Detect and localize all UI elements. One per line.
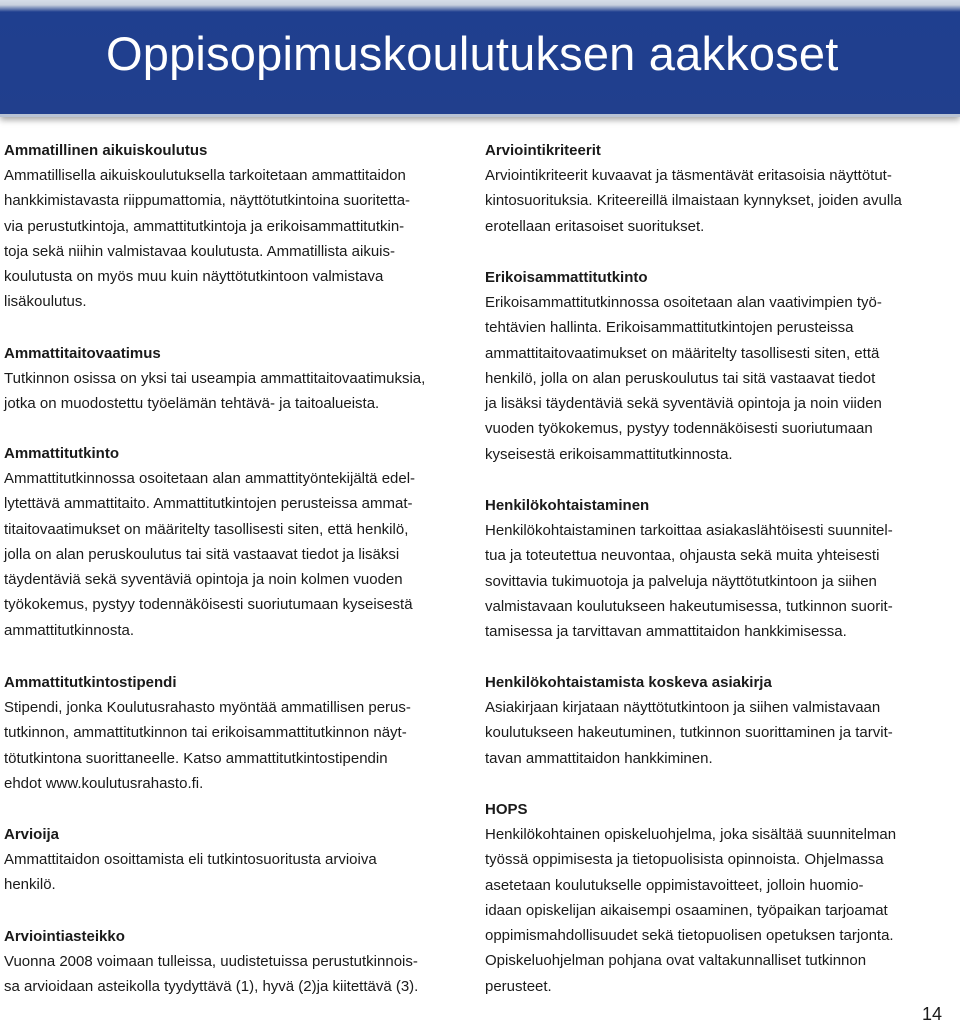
entry-heading: Henkilökohtaistaminen <box>485 497 650 514</box>
entry-text: Ammatillisella aikuiskoulutuksella tarkoitetaan ammattitaidon hankkimistavasta riippumattomia, näyttötutkintoina suoritetta- via perustutkintoja, ammattitutkintoja ja erikoisammattitutkin- toja sekä niihin valmistavaa koulutusta. Ammatillista aikuis- koulutusta on myös muu kuin näyttötutkintoon valmistava lisäkoulutus. <box>4 167 411 311</box>
entry-erikoisammattitutkinto <box>485 265 955 467</box>
entry-text: Arviointikriteerit kuvaavat ja täsmentävät eritasoisia näyttötut- kintosuorituksia. Kriteereillä ilmaistaan kynnykset, joiden avulla erotellaan eritasoiset suoritukset. <box>485 167 902 235</box>
entry-text: Henkilökohtaistaminen tarkoittaa asiakaslähtöisesti suunnitel- tua ja toteutettua neuvontaa, ohjausta sekä muita yhteisesti sovittavia tukimuotoja ja palveluja näyttötutkintoon ja siihen valmistavaan koulutukseen hakeutumisessa, tutkinnon suorit- tamisessa ja tarvittavan ammattitaidon hankkimisessa. <box>485 522 893 641</box>
entry-ammatillinen-aikuiskoulutus <box>4 138 466 315</box>
entry-heading: Ammattitutkintostipendi <box>4 674 177 691</box>
entry-heading: Ammattitaitovaatimus <box>4 345 161 362</box>
entry-heading: Arviointikriteerit <box>485 142 601 159</box>
page-title: Oppisopimuskoulutuksen aakkoset <box>106 27 839 80</box>
entry-arviointiasteikko <box>4 924 466 1000</box>
entry-arvioija <box>4 822 466 898</box>
entry-text: Asiakirjaan kirjataan näyttötutkintoon ja siihen valmistavaan koulutukseen hakeutuminen, tutkinnon suorittaminen ja tarvit- tavan ammattitaidon hankkiminen. <box>485 699 893 767</box>
entry-heading: Ammatillinen aikuiskoulutus <box>4 142 208 159</box>
entry-heading: Henkilökohtaistamista koskeva asiakirja <box>485 674 772 691</box>
entry-henkilokohtaistamista-koskeva-asiakirja <box>485 670 955 771</box>
entry-ammattitutkinto <box>4 441 466 643</box>
entry-henkilokohtaistaminen <box>485 493 955 644</box>
entry-hops <box>485 797 955 999</box>
entry-text: Ammattitutkinnossa osoitetaan alan ammattityöntekijältä edel- lytettävä ammattitaito. Ammattitutkintojen perusteissa ammat- titaitovaatimukset on määritelty tasollisesti siten, että henkilö, jolla on alan peruskoulutus tai sitä vastaavat tiedot ja lisäksi täydentäviä sekä syventäviä opintoja ja noin kolmen vuoden työkokemus, pystyy todennäköisesti suoriutumaan kyseisestä ammattitutkinnosta. <box>4 470 416 639</box>
entry-heading: Erikoisammattitutkinto <box>485 269 648 286</box>
title-banner <box>0 0 960 117</box>
entry-heading: HOPS <box>485 801 528 818</box>
entry-text: Ammattitaidon osoittamista eli tutkintosuoritusta arvioiva henkilö. <box>4 851 377 894</box>
entry-text: Erikoisammattitutkinnossa osoitetaan alan vaativimpien työ- tehtävien hallinta. Erikoisammattitutkintojen perusteissa ammattitaitovaatimukset on määritelty tasollisesti siten, että henkilö, jolla on alan peruskoulutus tai sitä vastaavat tiedot ja lisäksi täydentäviä sekä syventäviä opintoja ja noin viiden vuoden työkokemus, pystyy todennäköisesti suoriutumaan kyseisestä erikoisammattitutkinnosta. <box>485 294 882 463</box>
entry-heading: Arviointiasteikko <box>4 928 125 945</box>
entry-heading: Arvioija <box>4 826 60 843</box>
entry-text: Henkilökohtainen opiskeluohjelma, joka sisältää suunnitelman työssä oppimisesta ja tietopuolisista opinnoista. Ohjelmassa asetetaan koulutukselle oppimistavoitteet, jolloin huomio- idaan opiskelijan aikaisempi osaaminen, työpaikan tarjoamat oppimismahdollisuudet sekä tietopuolisen opetuksen tarjonta. Opiskeluohjelman pohjana ovat valtakunnalliset tutkinnon perusteet. <box>485 826 897 995</box>
entry-arviointikriteerit <box>485 138 955 239</box>
entry-text: Stipendi, jonka Koulutusrahasto myöntää ammatillisen perus- tutkinnon, ammattitutkinnon tai erikoisammattitutkinnon näyt- tötutkintona suorittaneelle. Katso ammattitutkintostipendin ehdot www.koulutusrahasto.fi. <box>4 699 411 792</box>
page-number: 14 <box>921 1004 942 1024</box>
entry-text: Vuonna 2008 voimaan tulleissa, uudistetuissa perustutkinnois- sa arvioidaan asteikolla tyydyttävä (1), hyvä (2)ja kiitettävä (3). <box>4 953 419 996</box>
entry-ammattitutkintostipendi <box>4 670 466 796</box>
entry-text: Tutkinnon osissa on yksi tai useampia ammattitaitovaatimuksia, jotka on muodostettu työelämän tehtävä- ja taitoalueista. <box>4 370 426 413</box>
entry-ammattitaitovaatimus <box>4 341 466 417</box>
entry-heading: Ammattitutkinto <box>4 445 119 462</box>
